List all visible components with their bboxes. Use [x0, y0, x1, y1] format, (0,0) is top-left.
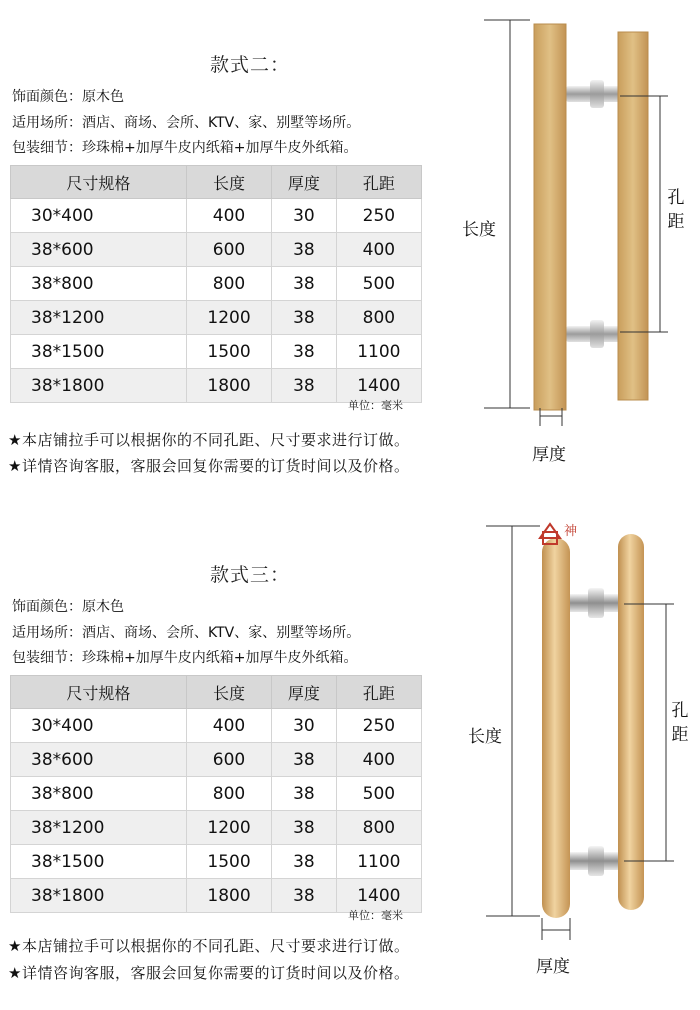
contact-service-note: ★详情咨询客服，客服会回复你需要的订货时间以及价格。: [8, 964, 410, 982]
contact-service-note: ★详情咨询客服，客服会回复你需要的订货时间以及价格。: [8, 457, 410, 475]
cell-length: 600: [186, 233, 271, 267]
cell-hole-distance: 800: [336, 811, 421, 845]
cell-hole-distance: 1400: [336, 879, 421, 913]
finish-color-text: 饰面颜色：原木色: [12, 89, 124, 105]
usage-text: 适用场所：酒店、商场、会所、KTV、家、别墅等场所。: [12, 625, 361, 641]
custom-order-note: ★本店铺拉手可以根据你的不同孔距、尺寸要求进行订做。: [8, 431, 410, 449]
header-hole-distance: 孔距: [336, 166, 421, 199]
cell-length: 1500: [186, 845, 271, 879]
table-row: [11, 743, 422, 777]
packaging-text: 包装细节：珍珠棉+加厚牛皮内纸箱+加厚牛皮外纸箱。: [12, 650, 358, 666]
header-length: 长度: [186, 676, 271, 709]
section-title: 款式三：: [210, 564, 291, 586]
cell-size: 38*1200: [11, 811, 187, 845]
cell-thickness: 38: [272, 811, 337, 845]
front-wood-bar: [534, 24, 566, 410]
hole-distance-label: 孔距: [667, 188, 685, 232]
length-label: 长度: [462, 220, 496, 240]
table-row: [11, 267, 422, 301]
handle-drawing: [470, 10, 700, 480]
cell-hole-distance: 1100: [336, 845, 421, 879]
table-row: [11, 709, 422, 743]
table-row: [11, 233, 422, 267]
cell-hole-distance: 800: [336, 301, 421, 335]
cell-size: 38*800: [11, 777, 187, 811]
spec-table: [10, 675, 422, 913]
cell-size: 38*1200: [11, 301, 187, 335]
cell-size: 38*1800: [11, 879, 187, 913]
table-header-row: [11, 676, 422, 709]
table-header-row: [11, 166, 422, 199]
cell-thickness: 38: [272, 335, 337, 369]
back-wood-bar: [618, 534, 644, 910]
cell-size: 38*1800: [11, 369, 187, 403]
front-wood-bar: [542, 538, 570, 918]
finish-color-text: 饰面颜色：原木色: [12, 599, 124, 615]
brand-logo-text: 神: [564, 524, 578, 539]
table-row: [11, 301, 422, 335]
thickness-label: 厚度: [536, 957, 570, 977]
back-wood-bar: [618, 32, 648, 400]
unit-label: 单位：毫米: [348, 399, 403, 412]
thickness-label: 厚度: [532, 445, 566, 465]
cell-thickness: 38: [272, 879, 337, 913]
header-hole-distance: 孔距: [336, 676, 421, 709]
handle-drawing: [470, 516, 700, 986]
cell-thickness: 38: [272, 267, 337, 301]
cell-hole-distance: 250: [336, 199, 421, 233]
cell-length: 400: [186, 199, 271, 233]
cell-thickness: 38: [272, 845, 337, 879]
unit-label: 单位：毫米: [348, 909, 403, 922]
round-handle-diagram: [470, 516, 700, 986]
packaging-text: 包装细节：珍珠棉+加厚牛皮内纸箱+加厚牛皮外纸箱。: [12, 140, 358, 156]
cell-hole-distance: 1400: [336, 369, 421, 403]
cell-size: 38*600: [11, 233, 187, 267]
cell-hole-distance: 400: [336, 233, 421, 267]
cell-size: 30*400: [11, 199, 187, 233]
header-thickness: 厚度: [272, 166, 337, 199]
cell-hole-distance: 250: [336, 709, 421, 743]
cell-thickness: 38: [272, 301, 337, 335]
section-title: 款式二：: [210, 54, 291, 76]
product-section-style-2: [0, 0, 700, 500]
usage-text: 适用场所：酒店、商场、会所、KTV、家、别墅等场所。: [12, 115, 361, 131]
cell-hole-distance: 1100: [336, 335, 421, 369]
table-row: [11, 811, 422, 845]
cell-thickness: 30: [272, 199, 337, 233]
cell-hole-distance: 500: [336, 777, 421, 811]
table-row: [11, 845, 422, 879]
header-length: 长度: [186, 166, 271, 199]
hole-distance-label: 孔距: [671, 701, 689, 745]
table-row: [11, 199, 422, 233]
cell-length: 800: [186, 777, 271, 811]
cell-hole-distance: 400: [336, 743, 421, 777]
cell-length: 1800: [186, 879, 271, 913]
product-section-style-3: [0, 510, 700, 1010]
length-label: 长度: [468, 727, 502, 747]
header-thickness: 厚度: [272, 676, 337, 709]
cell-length: 1500: [186, 335, 271, 369]
cell-size: 30*400: [11, 709, 187, 743]
cell-size: 38*800: [11, 267, 187, 301]
square-handle-diagram: [462, 10, 700, 480]
table-row: [11, 777, 422, 811]
cell-size: 38*1500: [11, 335, 187, 369]
cell-size: 38*1500: [11, 845, 187, 879]
cell-thickness: 38: [272, 743, 337, 777]
cell-length: 400: [186, 709, 271, 743]
cell-length: 1800: [186, 369, 271, 403]
table-row: [11, 335, 422, 369]
cell-thickness: 38: [272, 369, 337, 403]
cell-hole-distance: 500: [336, 267, 421, 301]
cell-length: 600: [186, 743, 271, 777]
cell-size: 38*600: [11, 743, 187, 777]
cell-length: 1200: [186, 301, 271, 335]
cell-thickness: 38: [272, 233, 337, 267]
cell-thickness: 38: [272, 777, 337, 811]
custom-order-note: ★本店铺拉手可以根据你的不同孔距、尺寸要求进行订做。: [8, 937, 410, 955]
spec-table: [10, 165, 422, 403]
cell-thickness: 30: [272, 709, 337, 743]
header-size: 尺寸规格: [11, 676, 187, 709]
cell-length: 1200: [186, 811, 271, 845]
cell-length: 800: [186, 267, 271, 301]
header-size: 尺寸规格: [11, 166, 187, 199]
